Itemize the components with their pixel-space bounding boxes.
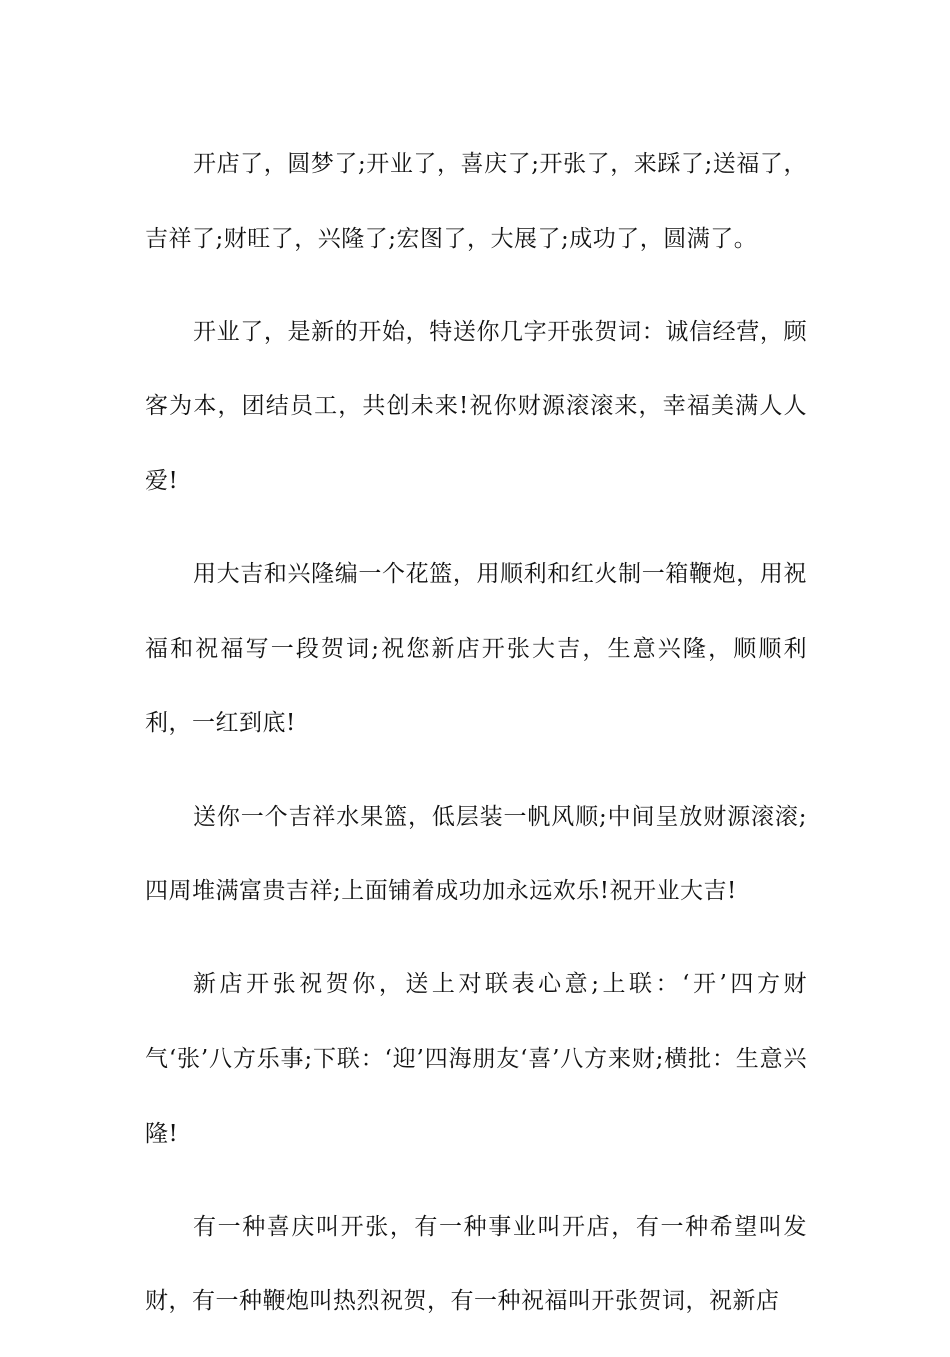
paragraph-5: 新店开张祝贺你，送上对联表心意;上联：‘开’四方财气‘张’八方乐事;下联：‘迎’四海朋友‘喜’八方来财;横批：生意兴隆! <box>145 971 807 1147</box>
paragraph-2: 开业了，是新的开始，特送你几字开张贺词：诚信经营，顾客为本，团结员工，共创未来!祝你财源滚滚来，幸福美满人人爱! <box>145 318 807 494</box>
paragraph-1: 开店了，圆梦了;开业了，喜庆了;开张了，来踩了;送福了，吉祥了;财旺了，兴隆了;宏图了，大展了;成功了，圆满了。 <box>145 151 807 252</box>
paragraph-3: 用大吉和兴隆编一个花篮，用顺利和红火制一箱鞭炮，用祝福和祝福写一段贺词;祝您新店开张大吉，生意兴隆，顺顺利利，一红到底! <box>145 561 807 737</box>
document-body <box>145 127 807 1357</box>
paragraph-6: 有一种喜庆叫开张，有一种事业叫开店，有一种希望叫发财，有一种鞭炮叫热烈祝贺，有一种祝福叫开张贺词，祝新店 <box>145 1213 807 1315</box>
paragraph-4: 送你一个吉祥水果篮，低层装一帆风顺;中间呈放财源滚滚;四周堆满富贵吉祥;上面铺着成功加永远欢乐!祝开业大吉! <box>145 803 807 905</box>
